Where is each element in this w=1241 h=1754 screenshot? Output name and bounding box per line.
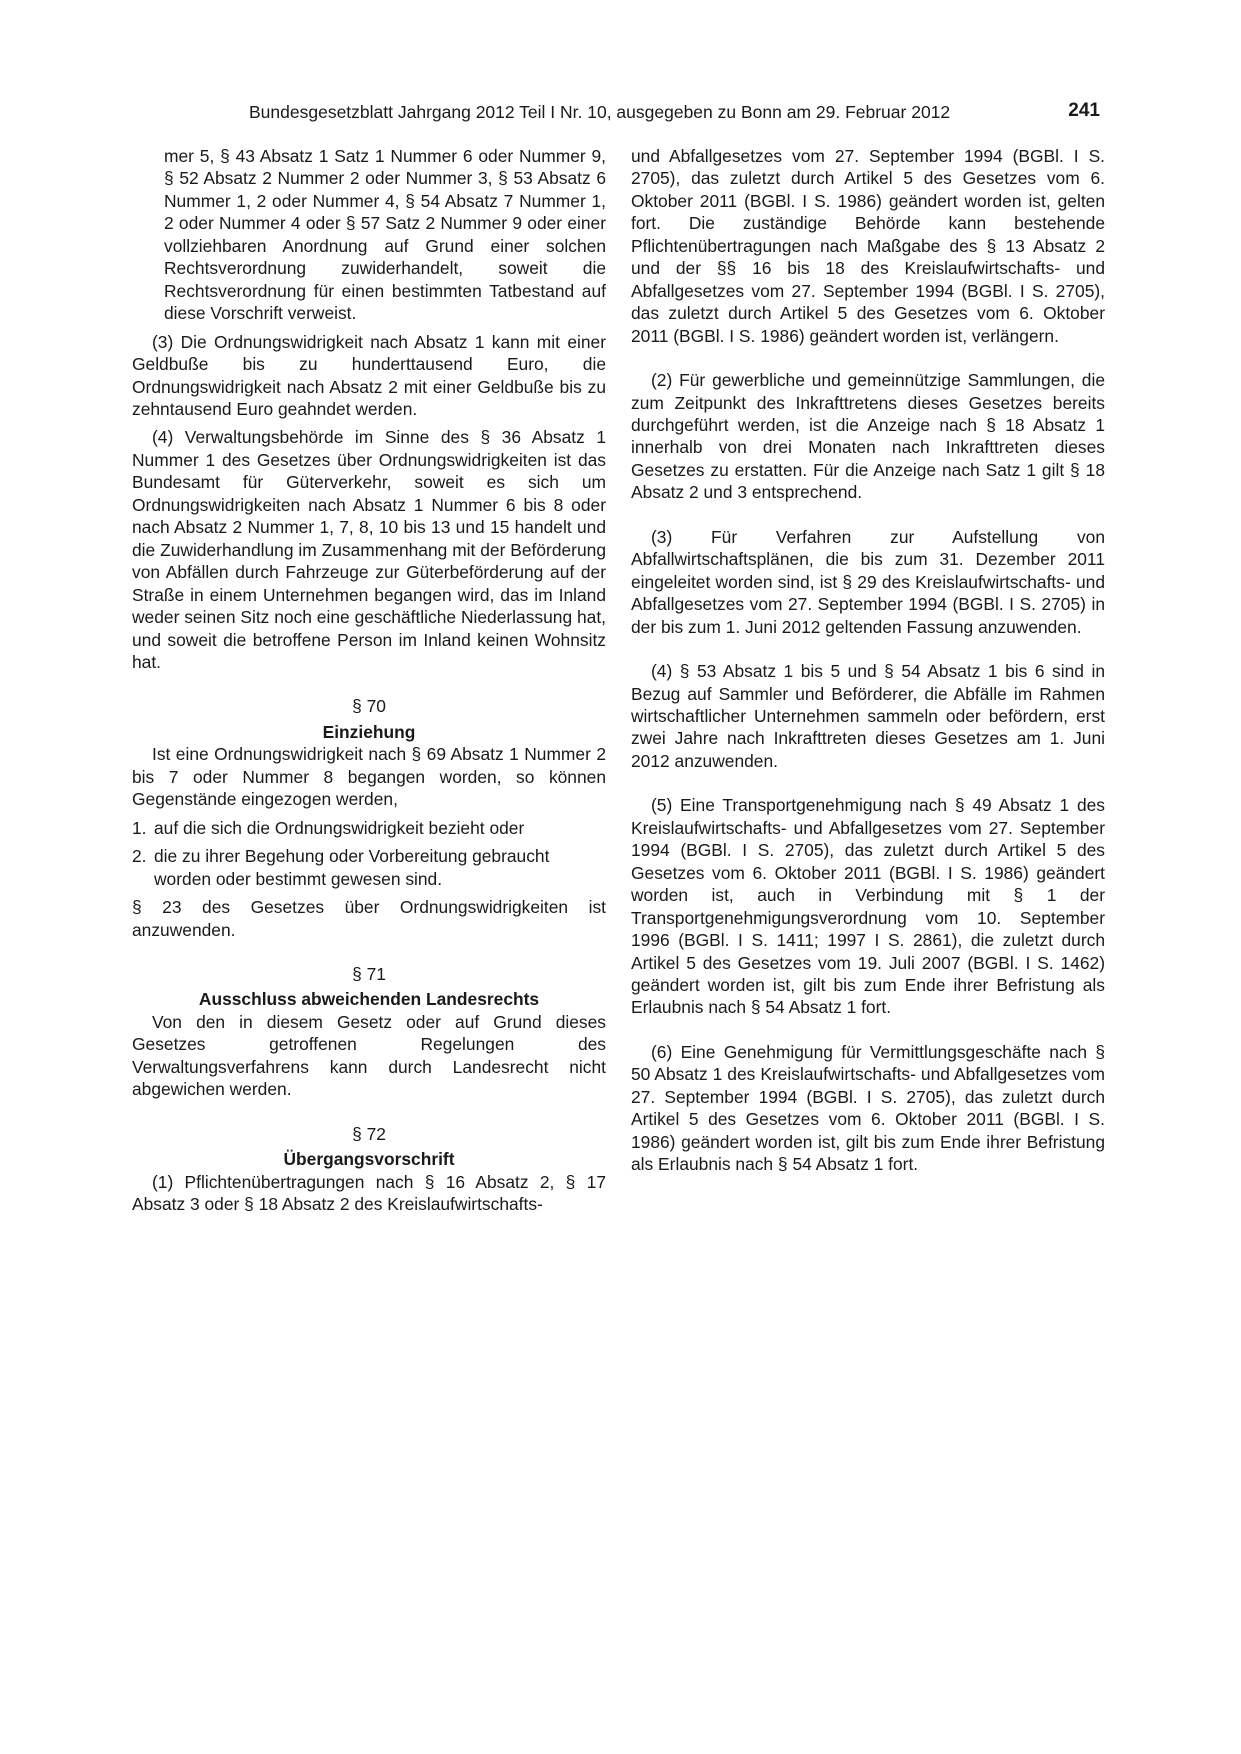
section-72-paragraph-2: (2) Für gewerbliche und gemeinnützige Sammlungen, die zum Zeitpunkt des Inkrafttretens dieses Gesetzes bereits durchgeführt werden, ist die Anzeige nach § 18 Absatz 1 innerhalb von drei Monaten nach Inkrafttreten dieses Gesetzes zu erstatten. Für die Anzeige nach Satz 1 gilt § 18 Absatz 2 und 3 entsprechend. bbox=[631, 370, 1105, 503]
section-70-outro: § 23 des Gesetzes über Ordnungswidrigkeiten ist anzuwenden. bbox=[132, 897, 606, 940]
page-header bbox=[132, 100, 1100, 126]
section-72-paragraph-5: (5) Eine Transportgenehmigung nach § 49 Absatz 1 des Kreislaufwirtschafts- und Abfallgesetzes vom 27. September 1994 (BGBl. I S. 2705), das zuletzt durch Artikel 5 des Gesetzes vom 6. Oktober 2011 (BGBl. I S. 1986) geändert worden ist, auch in Verbindung mit § 1 der Transportgenehmigungsverordnung vom 10. September 1996 (BGBl. I S. 1411; 1997 I S. 2861), die zuletzt durch Artikel 5 des Gesetzes vom 19. Juli 2007 (BGBl. I S. 1462) geändert worden ist, gilt bis zum Ende ihrer Befristung als Erlaubnis nach § 54 Absatz 1 fort. bbox=[631, 795, 1105, 1018]
section-72-paragraph-6: (6) Eine Genehmigung für Vermittlungsgeschäfte nach § 50 Absatz 1 des Kreislaufwirtschafts- und Abfallgesetzes vom 27. September 1994 (BGBl. I S. 2705), das zuletzt durch Artikel 5 des Gesetzes vom 6. Oktober 2011 (BGBl. I S. 1986) geändert worden ist, gilt bis zum Ende ihrer Befristung als Erlaubnis nach § 54 Absatz 1 fort. bbox=[631, 1041, 1105, 1175]
paragraph-continuation: mer 5, § 43 Absatz 1 Satz 1 Nummer 6 oder Nummer 9, § 52 Absatz 2 Nummer 2 oder Nummer 3, § 53 Absatz 6 Nummer 1, 2 oder Nummer 4, § 54 Absatz 7 Nummer 1, 2 oder Nummer 4 oder § 57 Satz 2 Nummer 9 oder einer vollziehbaren Anordnung auf Grund einer solchen Rechtsverordnung zuwiderhandelt, soweit die Rechtsverordnung für einen bestimmten Tatbestand auf diese Vorschrift verweist. bbox=[164, 146, 606, 324]
section-72-number: § 72 bbox=[352, 1123, 386, 1144]
section-72-title: Übergangsvorschrift bbox=[283, 1149, 455, 1170]
paragraph-69-3: (3) Die Ordnungswidrigkeit nach Absatz 1 kann mit einer Geldbuße bis zu hunderttausend Euro, die Ordnungswidrigkeit nach Absatz 2 mit einer Geldbuße bis zu zehntausend Euro geahndet werden. bbox=[132, 331, 606, 419]
list-item bbox=[132, 817, 606, 839]
section-72-paragraph-1-start: (1) Pflichtenübertragungen nach § 16 Absatz 2, § 17 Absatz 3 oder § 18 Absatz 2 des Kreislaufwirtschafts- bbox=[132, 1171, 606, 1215]
section-71-title: Ausschluss abweichenden Landesrechts bbox=[198, 989, 540, 1010]
section-70-title: Einziehung bbox=[322, 721, 416, 742]
left-column bbox=[132, 145, 606, 1215]
section-72-paragraph-1-continuation: und Abfallgesetzes vom 27. September 1994 (BGBl. I S. 2705), das zuletzt durch Artikel 5 des Gesetzes vom 6. Oktober 2011 (BGBl. I S. 1986) geändert worden ist, gelten fort. Die zuständige Behörde kann bestehende Pflichtenübertragungen nach Maßgabe des § 13 Absatz 2 und der §§ 16 bis 18 des Kreislaufwirtschafts- und Abfallgesetzes vom 27. September 1994 (BGBl. I S. 2705), das zuletzt durch Artikel 5 des Gesetzes vom 6. Oktober 2011 (BGBl. I S. 1986) geändert worden ist, verlängern. bbox=[631, 146, 1105, 346]
list-item bbox=[132, 845, 606, 890]
paragraph-69-4: (4) Verwaltungsbehörde im Sinne des § 36 Absatz 1 Nummer 1 des Gesetzes über Ordnungswidrigkeiten ist das Bundesamt für Güterverkehr, soweit es sich um Ordnungswidrigkeiten nach Absatz 1 Nummer 6 bis 8 oder nach Absatz 2 Nummer 1, 7, 8, 10 bis 13 und 15 handelt und die Zuwiderhandlung im Zusammenhang mit der Beförderung von Abfällen durch Fahrzeuge zur Güterbeförderung auf der Straße in einem Unternehmen begangen wird, das im Inland weder seinen Sitz noch eine geschäftliche Niederlassung hat, und soweit die betroffene Person im Inland keinen Wohnsitz hat. bbox=[132, 427, 606, 672]
section-70-intro: Ist eine Ordnungswidrigkeit nach § 69 Absatz 1 Nummer 2 bis 7 oder Nummer 8 begangen worden, so können Gegenstände eingezogen werden, bbox=[132, 744, 606, 810]
section-72-paragraph-3: (3) Für Verfahren zur Aufstellung von Abfallwirtschaftsplänen, die bis zum 31. Dezember 2011 eingeleitet worden sind, ist § 29 des Kreislaufwirtschafts- und Abfallgesetzes vom 27. September 1994 (BGBl. I S. 2705) in der bis zum 1. Juni 2012 geltenden Fassung anzuwenden. bbox=[631, 526, 1105, 637]
page-number: 241 bbox=[1068, 100, 1100, 121]
header-title: Bundesgesetzblatt Jahrgang 2012 Teil I Nr. 10, ausgegeben zu Bonn am 29. Februar 2012 bbox=[249, 102, 951, 122]
right-column bbox=[631, 145, 1105, 1176]
list-text: die zu ihrer Begehung oder Vorbereitung gebraucht worden oder bestimmt gewesen sind. bbox=[154, 846, 550, 889]
list-text: auf die sich die Ordnungswidrigkeit bezieht oder bbox=[154, 817, 525, 838]
list-marker: 1. bbox=[132, 817, 147, 838]
section-70-number: § 70 bbox=[352, 696, 386, 717]
list-marker: 2. bbox=[132, 846, 147, 867]
section-72-paragraph-4: (4) § 53 Absatz 1 bis 5 und § 54 Absatz 1 bis 6 sind in Bezug auf Sammler und Beförderer, die Abfälle im Rahmen wirtschaftlicher Unternehmen sammeln oder befördern, erst zwei Jahre nach Inkrafttreten dieses Gesetzes am 1. Juni 2012 anzuwenden. bbox=[631, 661, 1105, 771]
section-71-text: Von den in diesem Gesetz oder auf Grund dieses Gesetzes getroffenen Regelungen des Verwaltungsverfahrens kann durch Landesrecht nicht abgewichen werden. bbox=[132, 1011, 606, 1100]
section-71-number: § 71 bbox=[352, 963, 386, 984]
